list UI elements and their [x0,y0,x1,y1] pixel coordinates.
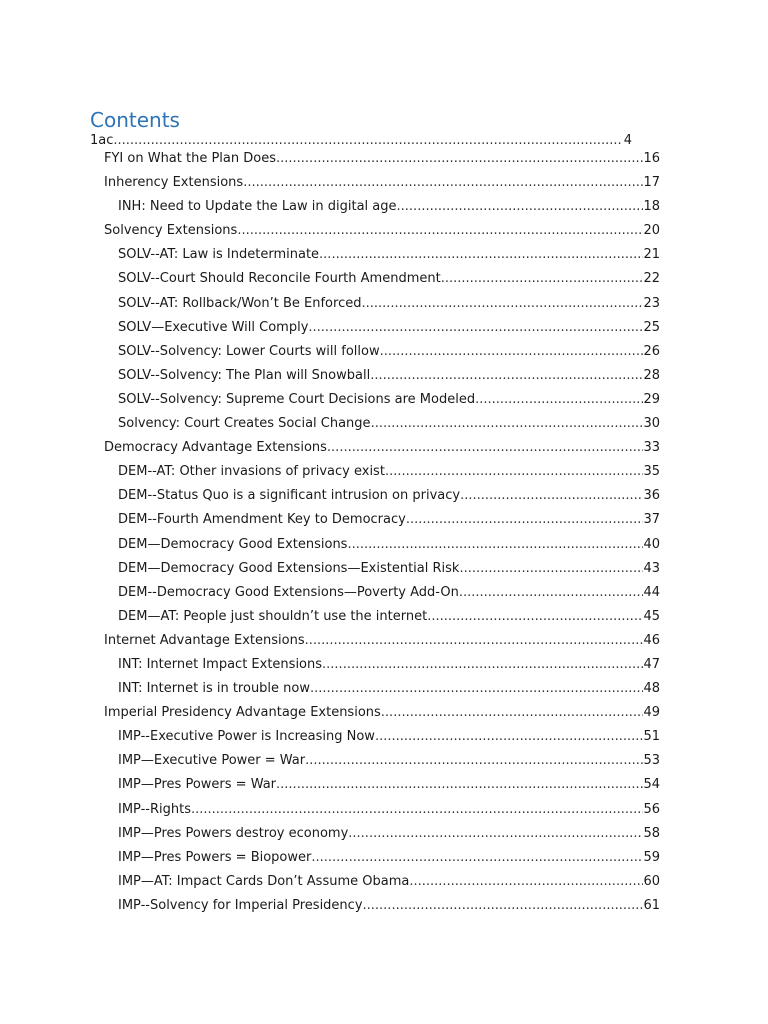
toc-dot-leader [370,364,643,388]
toc-entry[interactable] [90,798,660,822]
toc-entry[interactable] [90,870,660,894]
toc-entry[interactable] [90,701,660,725]
toc-entry-label: SOLV--Solvency: The Plan will Snowball [118,367,371,383]
toc-entry[interactable] [90,557,660,581]
toc-entry-page-number: 4 [623,133,632,148]
toc-dot-leader [459,581,644,605]
toc-entry-label: SOLV--Court Should Reconcile Fourth Amendment [118,271,441,287]
toc-entry-page-number: 20 [643,223,660,239]
toc-entry-page-number: 26 [643,343,660,359]
toc-dot-leader [409,870,643,894]
toc-dot-leader [441,267,644,291]
toc-dot-leader [276,147,643,171]
toc-dot-leader [381,701,644,725]
toc-entry[interactable] [90,605,660,629]
toc-entry-label: SOLV--Solvency: Lower Courts will follow [118,343,380,359]
toc-entry-label: DEM—Democracy Good Extensions—Existential Risk [118,560,460,576]
toc-dot-leader [319,243,643,267]
toc-dot-leader [310,677,643,701]
toc-entry-page-number: 60 [643,873,660,889]
toc-dot-leader [347,533,643,557]
toc-entry[interactable] [90,581,660,605]
toc-entry[interactable] [90,340,660,364]
toc-entry-page-number: 53 [643,753,660,769]
toc-entry-page-number: 35 [643,464,660,480]
toc-entry-page-number: 17 [643,175,660,191]
toc-entry[interactable] [90,653,660,677]
toc-entry[interactable] [90,725,660,749]
toc-entry-label: IMP—Pres Powers destroy economy [118,825,349,841]
toc-entry-page-number: 58 [643,825,660,841]
toc-dot-leader [427,605,643,629]
toc-entry[interactable] [90,171,660,195]
toc-entry-label: INT: Internet is in trouble now [118,681,311,697]
toc-entry[interactable] [90,388,660,412]
toc-entry-page-number: 28 [643,367,660,383]
toc-entry-page-number: 43 [643,560,660,576]
toc-dot-leader [380,340,644,364]
toc-entry[interactable] [90,773,660,797]
toc-entry-page-number: 51 [643,729,660,745]
toc-entry-page-number: 44 [643,584,660,600]
toc-entry-label: IMP—AT: Impact Cards Don’t Assume Obama [118,873,410,889]
toc-dot-leader [397,195,644,219]
toc-heading: Contents [90,108,180,132]
toc-entry-page-number: 46 [643,632,660,648]
toc-entry-label: DEM--Fourth Amendment Key to Democracy [118,512,406,528]
toc-entry[interactable] [90,267,660,291]
toc-dot-leader [385,460,644,484]
toc-dot-leader [363,894,644,918]
toc-entry-label: FYI on What the Plan Does [104,151,276,166]
toc-entry-label: IMP—Pres Powers = War [118,777,277,793]
toc-list [90,147,660,918]
toc-entry[interactable] [90,436,660,460]
toc-entry-page-number: 45 [643,608,660,624]
toc-entry-page-number: 16 [643,151,660,166]
toc-entry-label: Democracy Advantage Extensions [104,440,327,456]
toc-entry[interactable] [90,147,660,171]
toc-entry-label: 1ac [90,133,114,148]
toc-dot-leader [322,653,643,677]
toc-entry-label: Imperial Presidency Advantage Extensions [104,705,381,721]
toc-entry-label: Solvency: Court Creates Social Change [118,416,371,432]
toc-dot-leader [375,725,644,749]
toc-entry-page-number: 49 [643,705,660,721]
toc-entry-page-number: 37 [643,512,660,528]
toc-entry-page-number: 40 [643,536,660,552]
toc-dot-leader [237,219,643,243]
toc-entry-label: Solvency Extensions [104,223,238,239]
toc-entry-label: SOLV--AT: Law is Indeterminate [118,247,320,263]
toc-entry[interactable] [90,822,660,846]
toc-entry-page-number: 23 [643,295,660,311]
toc-entry[interactable] [90,533,660,557]
toc-entry-page-number: 48 [643,681,660,697]
toc-entry-label: DEM—AT: People just shouldn’t use the internet [118,608,428,624]
toc-dot-leader [243,171,643,195]
toc-dot-leader [308,316,643,340]
toc-entry-label: INH: Need to Update the Law in digital age [118,199,397,215]
toc-dot-leader [406,508,644,532]
toc-entry[interactable] [90,749,660,773]
toc-dot-leader [276,773,643,797]
toc-entry-label: Inherency Extensions [104,175,244,191]
toc-entry-page-number: 61 [643,897,660,913]
toc-entry-page-number: 54 [643,777,660,793]
toc-entry-page-number: 21 [643,247,660,263]
toc-entry[interactable] [90,460,660,484]
toc-dot-leader [459,557,643,581]
toc-dot-leader [311,846,643,870]
toc-dot-leader [361,292,643,316]
toc-entry-page-number: 25 [643,319,660,335]
toc-entry-page-number: 47 [643,656,660,672]
toc-entry[interactable] [90,219,660,243]
toc-dot-leader [191,798,643,822]
toc-entry[interactable] [90,364,660,388]
toc-entry-label: DEM--AT: Other invasions of privacy exist [118,464,385,480]
toc-entry-label: IMP—Pres Powers = Biopower [118,849,312,865]
toc-entry-page-number: 29 [643,391,660,407]
toc-entry-page-number: 30 [643,416,660,432]
toc-entry-label: IMP—Executive Power = War [118,753,306,769]
toc-entry[interactable] [90,508,660,532]
toc-entry-label: IMP--Rights [118,801,191,817]
toc-entry-label: SOLV--Solvency: Supreme Court Decisions are Modeled [118,391,476,407]
toc-entry-label: DEM--Democracy Good Extensions—Poverty Add-On [118,584,459,600]
toc-dot-leader [475,388,643,412]
toc-entry[interactable] [90,316,660,340]
toc-entry-page-number: 22 [643,271,660,287]
toc-entry-page-number: 56 [643,801,660,817]
toc-entry-page-number: 36 [643,488,660,504]
toc-entry-page-number: 18 [643,199,660,215]
toc-entry[interactable] [90,846,660,870]
toc-dot-leader [305,629,644,653]
toc-entry-label: Internet Advantage Extensions [104,632,305,648]
toc-dot-leader [327,436,644,460]
toc-dot-leader [371,412,644,436]
toc-entry-label: DEM—Democracy Good Extensions [118,536,348,552]
toc-entry-label: IMP--Executive Power is Increasing Now [118,729,375,745]
toc-dot-leader [305,749,643,773]
toc-dot-leader [348,822,643,846]
toc-dot-leader [460,484,643,508]
toc-entry-page-number: 59 [643,849,660,865]
toc-entry-label: SOLV--AT: Rollback/Won’t Be Enforced [118,295,362,311]
toc-entry-label: SOLV—Executive Will Comply [118,319,309,335]
toc-entry[interactable] [90,412,660,436]
toc-entry-label: DEM--Status Quo is a significant intrusion on privacy [118,488,461,504]
toc-entry[interactable] [90,484,660,508]
toc-entry-label: IMP--Solvency for Imperial Presidency [118,897,363,913]
toc-entry-page-number: 33 [643,440,660,456]
toc-entry[interactable] [90,894,660,918]
toc-entry[interactable] [90,195,660,219]
toc-entry[interactable] [90,629,660,653]
toc-entry[interactable] [90,243,660,267]
toc-entry-label: INT: Internet Impact Extensions [118,656,323,672]
toc-entry[interactable] [90,292,660,316]
toc-entry[interactable] [90,677,660,701]
